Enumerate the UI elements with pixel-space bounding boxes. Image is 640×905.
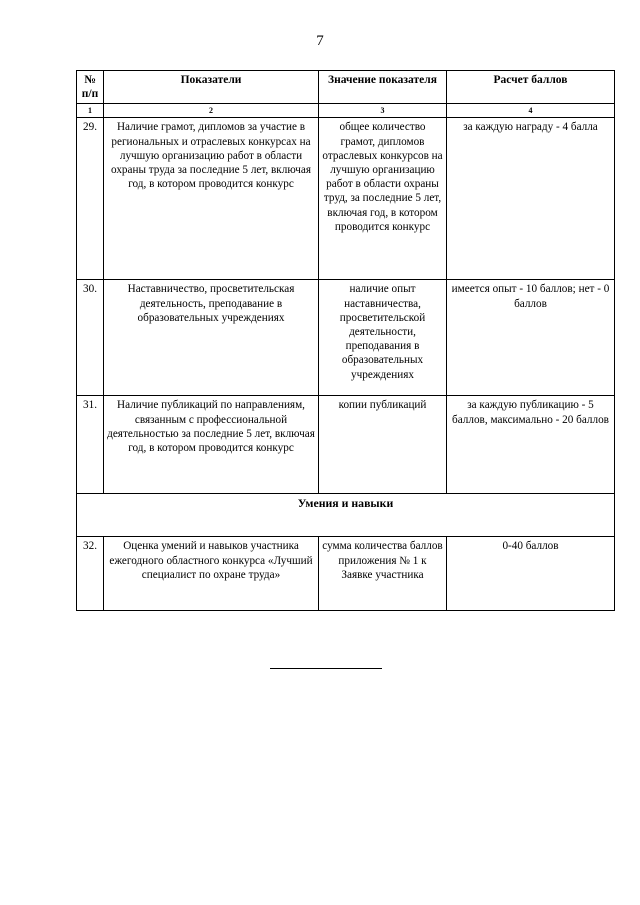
header-indicator-value: Значение показателя <box>319 71 447 104</box>
column-index-4: 4 <box>447 104 615 118</box>
row-score: 0-40 баллов <box>447 537 615 611</box>
column-index-3: 3 <box>319 104 447 118</box>
closing-separator-line <box>270 668 382 669</box>
table-row <box>77 396 615 494</box>
row-number: 31. <box>77 396 104 494</box>
row-number: 30. <box>77 280 104 396</box>
row-number: 29. <box>77 118 104 280</box>
row-value: наличие опыт наставничества, просветительской деятельности, преподавания в образовательных учреждениях <box>319 280 447 396</box>
header-number: № п/п <box>77 71 104 104</box>
header-score-calculation: Расчет баллов <box>447 71 615 104</box>
column-index-1: 1 <box>77 104 104 118</box>
row-indicator: Оценка умений и навыков участника ежегодного областного конкурса «Лучший специалист по охране труда» <box>104 537 319 611</box>
section-heading-row <box>77 494 615 537</box>
row-value: общее количество грамот, дипломов отраслевых конкурсов на лучшую организацию работ в области охраны труд, за последние 5 лет, включая год, в котором проводится конкурс <box>319 118 447 280</box>
table-row <box>77 537 615 611</box>
table-row <box>77 280 615 396</box>
row-score: за каждую публикацию - 5 баллов, максимально - 20 баллов <box>447 396 615 494</box>
column-index-row <box>77 104 615 118</box>
row-indicator: Наличие грамот, дипломов за участие в региональных и отраслевых конкурсах на лучшую организацию работ в области охраны труда за последние 5 лет, включая год, в котором проводится конкурс <box>104 118 319 280</box>
row-score: за каждую награду - 4 балла <box>447 118 615 280</box>
row-indicator: Наставничество, просветительская деятельность, преподавание в образовательных учреждениях <box>104 280 319 396</box>
table-header-row <box>77 71 615 104</box>
row-value: сумма количества баллов приложения № 1 к Заявке участника <box>319 537 447 611</box>
column-index-2: 2 <box>104 104 319 118</box>
row-score: имеется опыт - 10 баллов; нет - 0 баллов <box>447 280 615 396</box>
row-indicator: Наличие публикаций по направлениям, связанным с профессиональной деятельностью за последние 5 лет, включая год, в котором проводится конкурс <box>104 396 319 494</box>
row-value: копии публикаций <box>319 396 447 494</box>
header-indicators: Показатели <box>104 71 319 104</box>
row-number: 32. <box>77 537 104 611</box>
table-row <box>77 118 615 280</box>
criteria-table <box>76 70 615 611</box>
page-number: 7 <box>316 33 324 49</box>
section-title: Умения и навыки <box>77 494 615 537</box>
